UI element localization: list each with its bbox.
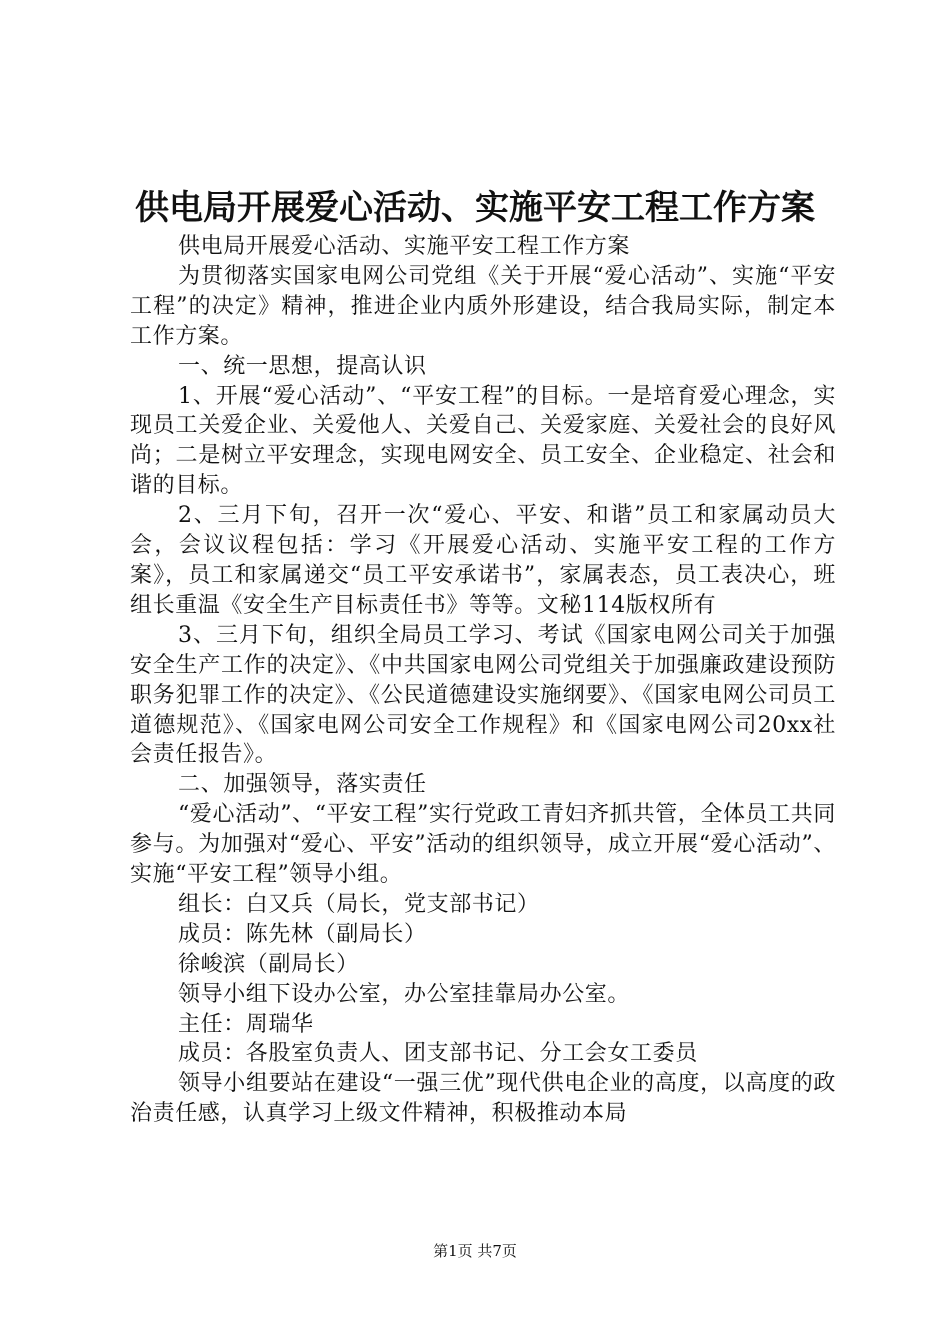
paragraph-subtitle: 供电局开展爱心活动、实施平安工程工作方案	[178, 234, 631, 259]
paragraph-leadership: “爱心活动”、“平安工程”实行党政工青妇齐抓共管，全体员工共同参与。为加强对“爱心、平安”活动的组织领导，成立开展“爱心活动”、实施“平安工程”领导小组。	[130, 802, 836, 888]
paragraph-responsibility: 领导小组要站在建设“一强三优”现代供电企业的高度，以高度的政治责任感，认真学习上级文件精神，积极推动本局	[130, 1071, 836, 1127]
document-body	[130, 232, 836, 1129]
paragraph-member-2: 徐峻滨（副局长）	[178, 951, 359, 977]
paragraph-member-1: 成员：陈先林（副局长）	[178, 921, 427, 947]
paragraph-office: 领导小组下设办公室，办公室挂靠局办公室。	[178, 981, 631, 1007]
paragraph-item-2: 2、三月下旬，召开一次“爱心、平安、和谐”员工和家属动员大会，会议议程包括：学习《开展爱心活动、实施平安工程的工作方案》，员工和家属递交“员工平安承诺书”，家属表态，员工表决心，班组长重温《安全生产目标责任书》等等。文秘114版权所有	[130, 503, 836, 618]
document-title: 供电局开展爱心活动、实施平安工程工作方案	[135, 188, 815, 228]
paragraph-item-3: 3、三月下旬，组织全局员工学习、考试《国家电网公司关于加强安全生产工作的决定》、《中共国家电网公司党组关于加强廉政建设预防职务犯罪工作的决定》、《公民道德建设实施纲要》、《国家电网公司员工道德规范》、《国家电网公司安全工作规程》和《国家电网公司20xx社会责任报告》。	[130, 622, 836, 768]
section-heading-2: 二、加强领导，落实责任	[178, 772, 427, 798]
page-number: 第1页 共7页	[433, 1242, 517, 1260]
paragraph-item-1: 1、开展“爱心活动”、“平安工程”的目标。一是培育爱心理念，实现员工关爱企业、关爱他人、关爱自己、关爱家庭、关爱社会的良好风尚；二是树立平安理念，实现电网安全、员工安全、企业稳定、社会和谐的目标。	[130, 383, 836, 499]
paragraph-intro: 为贯彻落实国家电网公司党组《关于开展“爱心活动”、实施“平安工程”的决定》精神，推进企业内质外形建设，结合我局实际，制定本工作方案。	[130, 263, 836, 349]
paragraph-director: 主任：周瑞华	[178, 1011, 314, 1037]
section-heading-1: 一、统一思想，提高认识	[178, 353, 427, 379]
paragraph-office-members: 成员：各股室负责人、团支部书记、分工会女工委员	[178, 1041, 698, 1067]
paragraph-group-leader: 组长：白又兵（局长，党支部书记）	[178, 891, 540, 917]
